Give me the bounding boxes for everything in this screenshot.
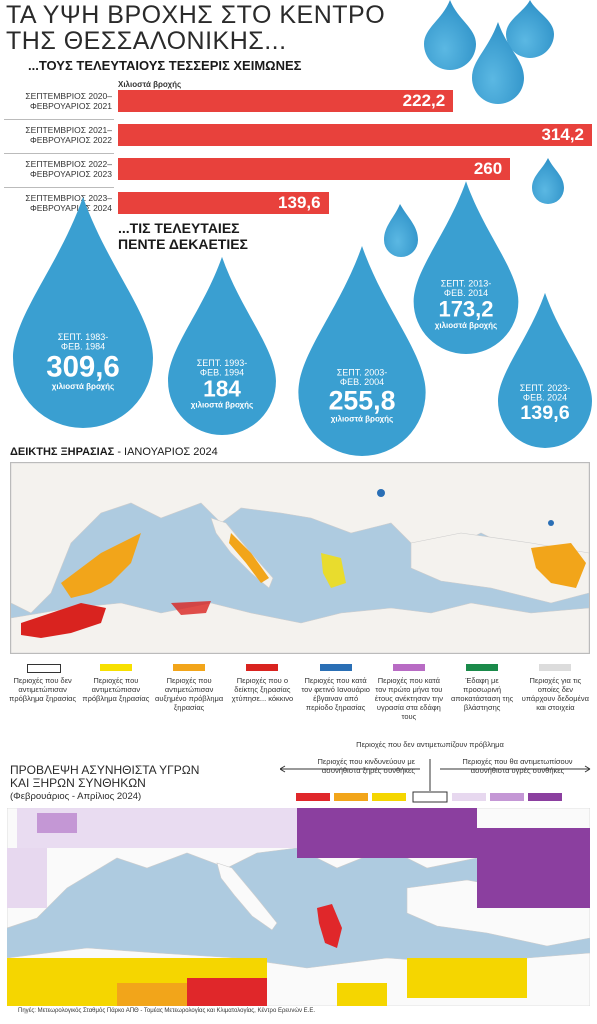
legend-swatch-none — [413, 792, 447, 802]
drought-index-title — [10, 446, 218, 458]
drops-chart — [0, 0, 597, 460]
subtitle-five-decades-line-1: ...ΤΙΣ ΤΕΛΕΥΤΑΙΕΣ — [118, 220, 240, 236]
wet-zone-dark — [297, 808, 477, 858]
forecast-map — [7, 808, 590, 1006]
drought-orange-italy — [229, 533, 269, 583]
legend-swatch-dry — [334, 793, 368, 801]
drop-value-label: 309,6 — [46, 350, 120, 384]
legend-text: Περιοχές για τις οποίες δεν υπάρχουν δεδομένα και στοιχεία — [521, 676, 589, 712]
wet-zone-medium — [37, 813, 77, 833]
legend-swatch — [320, 664, 352, 671]
drought-map-graphic — [11, 463, 589, 653]
drop-unit-label: χιλιοστά βροχής — [190, 400, 254, 410]
drought-yellow-greece — [321, 553, 346, 588]
forecast-period: (Φεβρουάριος - Απρίλιος 2024) — [10, 791, 142, 802]
legend-swatch — [539, 664, 571, 671]
dry-zone-yellow — [337, 983, 387, 1006]
legend-swatch-dry — [296, 793, 330, 801]
drought-legend — [6, 664, 592, 734]
drop-value-label: 255,8 — [328, 385, 396, 416]
drop-value-label: 173,2 — [438, 296, 494, 322]
legend-swatch-wet — [490, 793, 524, 801]
bar-value-label: 314,2 — [541, 125, 584, 144]
legend-swatch-wet — [528, 793, 562, 801]
drop-period-label: ΣΕΠΤ. 1983- — [57, 332, 109, 343]
drop-value-label: 184 — [203, 375, 241, 402]
wet-zone-dark — [477, 828, 590, 908]
forecast-title — [10, 764, 199, 803]
legend-text: Έδαφη με προσωρινή αποκατάσταση της βλάστησης — [451, 676, 514, 712]
drop-unit-label: χιλιοστά βροχής — [51, 381, 115, 391]
dry-zone-yellow — [407, 958, 527, 998]
drop-period-label: ΦΕΒ. 1984 — [60, 341, 106, 352]
legend-wet: Περιοχές που θα αντιμετωπίσουν ασυνήθιστα υγρές συνθήκες — [462, 757, 573, 775]
drop-unit-label: χιλιοστά βροχής — [434, 320, 498, 330]
dry-zone-red — [187, 978, 267, 1006]
dry-zone-greece — [317, 904, 342, 948]
legend-swatch — [27, 664, 61, 673]
drop-period-label: ΣΕΠΤ. 2003- — [336, 367, 388, 378]
dry-zone-orange — [117, 983, 187, 1006]
legend-text: Περιοχές που αντιμετώπισαν αυξημένο πρόβλημα ξηρασίας — [155, 676, 224, 712]
drop-period-label: ΣΕΠΤ. 2013- — [440, 278, 492, 289]
subtitle-five-decades-line-2: ΠΕΝΤΕ ΔΕΚΑΕΤΙΕΣ — [118, 236, 248, 252]
drought-index-title-bold: ΔΕΙΚΤΗΣ ΞΗΡΑΣΙΑΣ — [10, 446, 115, 458]
drop-value-label: 139,6 — [520, 402, 570, 425]
forecast-legend — [280, 755, 597, 805]
drop-period-label: ΦΕΒ. 2014 — [443, 288, 489, 299]
legend-text: Περιοχές που δεν αντιμετώπισαν πρόβλημα ξηρασίας — [9, 676, 77, 703]
drop-period-label: ΣΕΠΤ. 1993- — [196, 357, 248, 368]
legend-arrow-left — [280, 766, 420, 772]
legend-dry: Περιοχές που κινδυνεύουν με ασυνήθιστα ξηρές συνθήκες — [317, 757, 415, 775]
bar-category-label: ΣΕΠΤΕΜΒΡΙΟΣ 2023– ΦΕΒΡΟΥΑΡΙΟΣ 2024 — [25, 193, 112, 213]
bar-value-label: 139,6 — [278, 193, 321, 212]
legend-no-problem: Περιοχές που δεν αντιμετωπίζουν πρόβλημα — [356, 740, 504, 749]
subtitle-four-winters: ...ΤΟΥΣ ΤΕΛΕΥΤΑΙΟΥΣ ΤΕΣΣΕΡΙΣ ΧΕΙΜΩΝΕΣ — [28, 58, 302, 73]
drought-orange-iberia — [61, 533, 141, 598]
legend-text: Περιοχές που ο δείκτης ξηρασίας χτύπησε... κόκκινο — [231, 676, 294, 703]
title-line-2: ΤΗΣ ΘΕΣΣΑΛΟΝΙΚΗΣ... — [6, 27, 287, 55]
legend-swatch — [173, 664, 205, 671]
bar-category-label: ΣΕΠΤΕΜΒΡΙΟΣ 2022– ΦΕΒΡΟΥΑΡΙΟΣ 2023 — [25, 159, 112, 179]
legend-arrow-right — [440, 766, 590, 772]
legend-text: Περιοχές που αντιμετώπισαν πρόβλημα ξηρασίας — [82, 676, 150, 703]
drought-blue-spot — [377, 489, 385, 497]
legend-swatch-dry — [372, 793, 406, 801]
legend-text: Περιοχές που κατά τον πρώτο μήνα του έτους ανέκτησαν την υγρασία στα εδάφη τους — [374, 676, 443, 721]
title-line-1: ΤΑ ΥΨΗ ΒΡΟΧΗΣ ΣΤΟ ΚΕΝΤΡΟ — [6, 1, 386, 29]
source-note: Πηγές: Μετεωρολογικός Σταθμός Πάρκο ΑΠΘ - Τομέας Μετεωρολογίας και Κλιματολογίας, Κέντρο Ερευνών Ε.Ε. — [18, 1008, 316, 1014]
unit-label: Χιλιοστά βροχής — [118, 80, 182, 89]
drop-period-label: ΦΕΒ. 2024 — [522, 392, 568, 403]
forecast-title-line-1: ΠΡΟΒΛΕΨΗ ΑΣΥΝΗΘΙΣΤΑ ΥΓΡΩΝ — [10, 763, 200, 777]
drought-map — [10, 462, 590, 654]
legend-swatch — [393, 664, 425, 671]
forecast-map-graphic — [7, 808, 590, 1006]
drop-period-label: ΦΕΒ. 1994 — [199, 367, 245, 378]
bar-category-label: ΣΕΠΤΕΜΒΡΙΟΣ 2021– ΦΕΒΡΟΥΑΡΙΟΣ 2022 — [25, 125, 112, 145]
legend-text: Περιοχές που κατά τον φετινό Ιανουάριο έβγαιναν από περίοδο ξηρασίας — [301, 676, 370, 712]
wet-zone-light — [7, 848, 47, 908]
italy-land — [217, 863, 277, 930]
legend-swatch — [466, 664, 498, 671]
raindrop-value-mark — [13, 197, 153, 428]
bar-value-label: 222,2 — [402, 91, 446, 110]
legend-swatch — [246, 664, 278, 671]
legend-swatch-wet — [452, 793, 486, 801]
drought-blue-spot — [548, 520, 554, 526]
drop-period-label: ΣΕΠΤ. 2023- — [519, 383, 571, 394]
drop-period-label: ΦΕΒ. 2004 — [339, 376, 385, 387]
raindrop-value-mark — [298, 246, 425, 456]
bar-value-label: 260 — [473, 159, 503, 178]
bar-category-label: ΣΕΠΤΕΜΒΡΙΟΣ 2020– ΦΕΒΡΟΥΑΡΙΟΣ 2021 — [25, 91, 112, 111]
drought-index-title-period: - ΙΑΝΟΥΑΡΙΟΣ 2024 — [114, 446, 218, 458]
legend-swatch — [100, 664, 132, 671]
drop-unit-label: χιλιοστά βροχής — [330, 414, 394, 424]
forecast-title-line-2: ΚΑΙ ΞΗΡΩΝ ΣΥΝΘΗΚΩΝ — [10, 776, 146, 790]
